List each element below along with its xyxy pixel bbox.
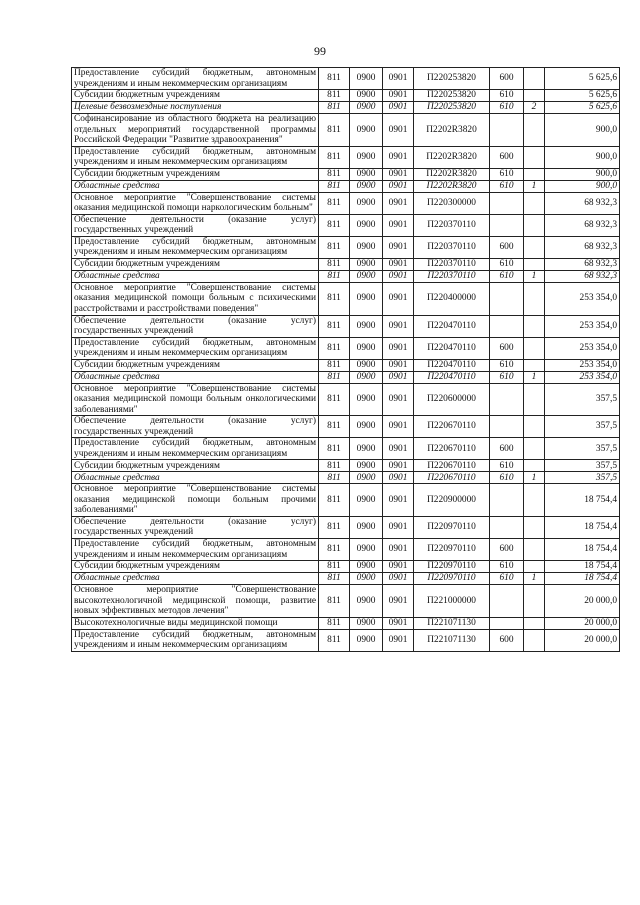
row-name: Субсидии бюджетным учреждениям — [72, 258, 319, 270]
expense-type-code: 610 — [490, 102, 524, 114]
row-name: Областные средства — [72, 371, 319, 383]
amount: 900,0 — [545, 146, 620, 168]
table-row — [72, 68, 620, 90]
amount: 18 754,4 — [545, 573, 620, 585]
section-code: 0900 — [350, 472, 383, 484]
subsection-code: 0901 — [383, 438, 414, 460]
section-code: 0900 — [350, 561, 383, 573]
expense-type-code: 610 — [490, 258, 524, 270]
subsection-code: 0901 — [383, 192, 414, 214]
funding-source-code: 1 — [524, 472, 545, 484]
target-article-code: П220970110 — [414, 561, 490, 573]
section-code: 0900 — [350, 484, 383, 517]
row-name: Основное мероприятие "Совершенствование системы оказания медицинской помощи больным с психическими расстройствами и расстройствами поведения" — [72, 282, 319, 315]
subsection-code: 0901 — [383, 472, 414, 484]
ministry-code: 811 — [319, 438, 350, 460]
amount: 253 354,0 — [545, 337, 620, 359]
funding-source-code: 1 — [524, 180, 545, 192]
ministry-code: 811 — [319, 90, 350, 102]
section-code: 0900 — [350, 192, 383, 214]
ministry-code: 811 — [319, 258, 350, 270]
target-article-code: П220370110 — [414, 236, 490, 258]
expense-type-code: 600 — [490, 438, 524, 460]
amount: 357,5 — [545, 383, 620, 416]
target-article-code: П220670110 — [414, 472, 490, 484]
ministry-code: 811 — [319, 359, 350, 371]
target-article-code: П221071130 — [414, 617, 490, 629]
expense-type-code — [490, 516, 524, 538]
expense-type-code — [490, 484, 524, 517]
row-name: Предоставление субсидий бюджетным, автономным учреждениям и иным некоммерческим организациям — [72, 438, 319, 460]
target-article-code: П221000000 — [414, 585, 490, 618]
table-row — [72, 539, 620, 561]
page-number: 99 — [314, 44, 326, 58]
table-row — [72, 192, 620, 214]
table-row — [72, 371, 620, 383]
amount: 253 354,0 — [545, 282, 620, 315]
funding-source-code — [524, 383, 545, 416]
target-article-code: П220370110 — [414, 270, 490, 282]
expense-type-code: 600 — [490, 68, 524, 90]
ministry-code: 811 — [319, 114, 350, 147]
subsection-code: 0901 — [383, 629, 414, 651]
section-code: 0900 — [350, 168, 383, 180]
target-article-code: П220253820 — [414, 90, 490, 102]
funding-source-code — [524, 315, 545, 337]
expense-type-code: 610 — [490, 270, 524, 282]
row-name: Обеспечение деятельности (оказание услуг) государственных учреждений — [72, 315, 319, 337]
funding-source-code — [524, 629, 545, 651]
table-row — [72, 561, 620, 573]
expense-type-code: 610 — [490, 573, 524, 585]
expense-type-code — [490, 192, 524, 214]
ministry-code: 811 — [319, 282, 350, 315]
section-code: 0900 — [350, 236, 383, 258]
row-name: Целевые безвозмездные поступления — [72, 102, 319, 114]
expense-type-code: 610 — [490, 168, 524, 180]
subsection-code: 0901 — [383, 416, 414, 438]
subsection-code: 0901 — [383, 561, 414, 573]
section-code: 0900 — [350, 359, 383, 371]
funding-source-code — [524, 561, 545, 573]
row-name: Предоставление субсидий бюджетным, автономным учреждениям и иным некоммерческим организациям — [72, 146, 319, 168]
section-code: 0900 — [350, 146, 383, 168]
funding-source-code — [524, 168, 545, 180]
subsection-code: 0901 — [383, 258, 414, 270]
amount: 5 625,6 — [545, 68, 620, 90]
amount: 253 354,0 — [545, 359, 620, 371]
subsection-code: 0901 — [383, 371, 414, 383]
ministry-code: 811 — [319, 214, 350, 236]
table-row — [72, 168, 620, 180]
target-article-code: П220253820 — [414, 102, 490, 114]
amount: 253 354,0 — [545, 371, 620, 383]
funding-source-code — [524, 484, 545, 517]
row-name: Основное мероприятие "Совершенствование высокотехнологичной медицинской помощи, развитие новых эффективных методов лечения" — [72, 585, 319, 618]
expense-type-code — [490, 383, 524, 416]
subsection-code: 0901 — [383, 146, 414, 168]
amount: 68 932,3 — [545, 270, 620, 282]
section-code: 0900 — [350, 114, 383, 147]
ministry-code: 811 — [319, 539, 350, 561]
expense-type-code: 600 — [490, 146, 524, 168]
target-article-code: П220670110 — [414, 438, 490, 460]
ministry-code: 811 — [319, 416, 350, 438]
table-row — [72, 114, 620, 147]
table-row — [72, 484, 620, 517]
target-article-code: П220470110 — [414, 359, 490, 371]
subsection-code: 0901 — [383, 585, 414, 618]
row-name: Субсидии бюджетным учреждениям — [72, 460, 319, 472]
ministry-code: 811 — [319, 371, 350, 383]
row-name: Областные средства — [72, 180, 319, 192]
table-row — [72, 438, 620, 460]
expense-type-code: 600 — [490, 539, 524, 561]
subsection-code: 0901 — [383, 102, 414, 114]
table-row — [72, 585, 620, 618]
ministry-code: 811 — [319, 484, 350, 517]
table-row — [72, 236, 620, 258]
table-row — [72, 315, 620, 337]
expense-type-code: 600 — [490, 629, 524, 651]
section-code: 0900 — [350, 102, 383, 114]
expense-type-code: 610 — [490, 371, 524, 383]
amount: 900,0 — [545, 168, 620, 180]
table-row — [72, 270, 620, 282]
funding-source-code — [524, 516, 545, 538]
subsection-code: 0901 — [383, 180, 414, 192]
subsection-code: 0901 — [383, 282, 414, 315]
funding-source-code — [524, 192, 545, 214]
subsection-code: 0901 — [383, 573, 414, 585]
table-row — [72, 383, 620, 416]
table-row — [72, 102, 620, 114]
section-code: 0900 — [350, 629, 383, 651]
amount: 18 754,4 — [545, 539, 620, 561]
ministry-code: 811 — [319, 585, 350, 618]
subsection-code: 0901 — [383, 617, 414, 629]
section-code: 0900 — [350, 337, 383, 359]
target-article-code: П2202R3820 — [414, 180, 490, 192]
amount: 18 754,4 — [545, 516, 620, 538]
section-code: 0900 — [350, 573, 383, 585]
subsection-code: 0901 — [383, 539, 414, 561]
expense-type-code: 610 — [490, 460, 524, 472]
ministry-code: 811 — [319, 617, 350, 629]
funding-source-code — [524, 438, 545, 460]
section-code: 0900 — [350, 516, 383, 538]
subsection-code: 0901 — [383, 359, 414, 371]
target-article-code: П220600000 — [414, 383, 490, 416]
expense-type-code: 610 — [490, 561, 524, 573]
target-article-code: П220970110 — [414, 539, 490, 561]
target-article-code: П220900000 — [414, 484, 490, 517]
target-article-code: П221071130 — [414, 629, 490, 651]
budget-table — [71, 67, 620, 652]
row-name: Софинансирование из областного бюджета на реализацию отдельных мероприятий государственной программы Российской Федерации "Развитие здравоохранения" — [72, 114, 319, 147]
target-article-code: П220470110 — [414, 315, 490, 337]
amount: 357,5 — [545, 460, 620, 472]
subsection-code: 0901 — [383, 168, 414, 180]
funding-source-code — [524, 114, 545, 147]
expense-type-code — [490, 416, 524, 438]
expense-type-code: 610 — [490, 90, 524, 102]
amount: 5 625,6 — [545, 90, 620, 102]
funding-source-code — [524, 90, 545, 102]
subsection-code: 0901 — [383, 516, 414, 538]
funding-source-code — [524, 68, 545, 90]
amount: 20 000,0 — [545, 617, 620, 629]
section-code: 0900 — [350, 539, 383, 561]
row-name: Основное мероприятие "Совершенствование системы оказания медицинской помощи больным прочими заболеваниями" — [72, 484, 319, 517]
row-name: Субсидии бюджетным учреждениям — [72, 168, 319, 180]
section-code: 0900 — [350, 383, 383, 416]
amount: 18 754,4 — [545, 484, 620, 517]
target-article-code: П220970110 — [414, 573, 490, 585]
ministry-code: 811 — [319, 270, 350, 282]
row-name: Обеспечение деятельности (оказание услуг) государственных учреждений — [72, 516, 319, 538]
section-code: 0900 — [350, 460, 383, 472]
amount: 68 932,3 — [545, 236, 620, 258]
table-row — [72, 617, 620, 629]
funding-source-code — [524, 617, 545, 629]
funding-source-code: 2 — [524, 102, 545, 114]
table-row — [72, 472, 620, 484]
amount: 68 932,3 — [545, 258, 620, 270]
row-name: Областные средства — [72, 270, 319, 282]
amount: 357,5 — [545, 416, 620, 438]
section-code: 0900 — [350, 282, 383, 315]
amount: 68 932,3 — [545, 214, 620, 236]
ministry-code: 811 — [319, 573, 350, 585]
amount: 18 754,4 — [545, 561, 620, 573]
subsection-code: 0901 — [383, 270, 414, 282]
ministry-code: 811 — [319, 180, 350, 192]
ministry-code: 811 — [319, 383, 350, 416]
subsection-code: 0901 — [383, 383, 414, 416]
expense-type-code — [490, 114, 524, 147]
ministry-code: 811 — [319, 460, 350, 472]
target-article-code: П220400000 — [414, 282, 490, 315]
ministry-code: 811 — [319, 315, 350, 337]
subsection-code: 0901 — [383, 90, 414, 102]
funding-source-code — [524, 460, 545, 472]
table-row — [72, 337, 620, 359]
amount: 357,5 — [545, 472, 620, 484]
section-code: 0900 — [350, 90, 383, 102]
funding-source-code — [524, 359, 545, 371]
table-row — [72, 629, 620, 651]
amount: 900,0 — [545, 114, 620, 147]
funding-source-code: 1 — [524, 573, 545, 585]
amount: 900,0 — [545, 180, 620, 192]
expense-type-code — [490, 617, 524, 629]
table-row — [72, 573, 620, 585]
section-code: 0900 — [350, 585, 383, 618]
row-name: Обеспечение деятельности (оказание услуг) государственных учреждений — [72, 214, 319, 236]
target-article-code: П2202R3820 — [414, 146, 490, 168]
section-code: 0900 — [350, 214, 383, 236]
ministry-code: 811 — [319, 236, 350, 258]
subsection-code: 0901 — [383, 214, 414, 236]
target-article-code: П220370110 — [414, 258, 490, 270]
ministry-code: 811 — [319, 629, 350, 651]
funding-source-code: 1 — [524, 371, 545, 383]
ministry-code: 811 — [319, 337, 350, 359]
target-article-code: П220300000 — [414, 192, 490, 214]
section-code: 0900 — [350, 371, 383, 383]
row-name: Предоставление субсидий бюджетным, автономным учреждениям и иным некоммерческим организациям — [72, 68, 319, 90]
section-code: 0900 — [350, 258, 383, 270]
row-name: Предоставление субсидий бюджетным, автономным учреждениям и иным некоммерческим организациям — [72, 539, 319, 561]
row-name: Субсидии бюджетным учреждениям — [72, 90, 319, 102]
target-article-code: П2202R3820 — [414, 168, 490, 180]
table-row — [72, 282, 620, 315]
amount: 5 625,6 — [545, 102, 620, 114]
subsection-code: 0901 — [383, 484, 414, 517]
table-row — [72, 146, 620, 168]
expense-type-code: 610 — [490, 472, 524, 484]
amount: 357,5 — [545, 438, 620, 460]
table-row — [72, 90, 620, 102]
amount: 253 354,0 — [545, 315, 620, 337]
subsection-code: 0901 — [383, 68, 414, 90]
funding-source-code — [524, 337, 545, 359]
expense-type-code: 610 — [490, 359, 524, 371]
expense-type-code — [490, 282, 524, 315]
row-name: Предоставление субсидий бюджетным, автономным учреждениям и иным некоммерческим организациям — [72, 236, 319, 258]
subsection-code: 0901 — [383, 337, 414, 359]
expense-type-code — [490, 214, 524, 236]
expense-type-code: 600 — [490, 236, 524, 258]
target-article-code: П220470110 — [414, 337, 490, 359]
subsection-code: 0901 — [383, 315, 414, 337]
section-code: 0900 — [350, 617, 383, 629]
funding-source-code — [524, 585, 545, 618]
ministry-code: 811 — [319, 516, 350, 538]
ministry-code: 811 — [319, 561, 350, 573]
target-article-code: П220253820 — [414, 68, 490, 90]
ministry-code: 811 — [319, 472, 350, 484]
row-name: Предоставление субсидий бюджетным, автономным учреждениям и иным некоммерческим организациям — [72, 629, 319, 651]
target-article-code: П2202R3820 — [414, 114, 490, 147]
row-name: Субсидии бюджетным учреждениям — [72, 359, 319, 371]
table-row — [72, 258, 620, 270]
row-name: Областные средства — [72, 573, 319, 585]
funding-source-code — [524, 214, 545, 236]
amount: 20 000,0 — [545, 585, 620, 618]
expense-type-code — [490, 315, 524, 337]
target-article-code: П220470110 — [414, 371, 490, 383]
expense-type-code — [490, 585, 524, 618]
amount: 20 000,0 — [545, 629, 620, 651]
target-article-code: П220370110 — [414, 214, 490, 236]
subsection-code: 0901 — [383, 114, 414, 147]
table-row — [72, 516, 620, 538]
funding-source-code — [524, 236, 545, 258]
section-code: 0900 — [350, 180, 383, 192]
funding-source-code — [524, 282, 545, 315]
section-code: 0900 — [350, 68, 383, 90]
row-name: Субсидии бюджетным учреждениям — [72, 561, 319, 573]
funding-source-code — [524, 539, 545, 561]
table-row — [72, 214, 620, 236]
row-name: Областные средства — [72, 472, 319, 484]
subsection-code: 0901 — [383, 236, 414, 258]
table-row — [72, 359, 620, 371]
ministry-code: 811 — [319, 168, 350, 180]
ministry-code: 811 — [319, 102, 350, 114]
row-name: Основное мероприятие "Совершенствование системы оказания медицинской помощи больным онкологическими заболеваниями" — [72, 383, 319, 416]
table-row — [72, 460, 620, 472]
section-code: 0900 — [350, 315, 383, 337]
expense-type-code: 600 — [490, 337, 524, 359]
funding-source-code — [524, 146, 545, 168]
section-code: 0900 — [350, 270, 383, 282]
row-name: Обеспечение деятельности (оказание услуг) государственных учреждений — [72, 416, 319, 438]
section-code: 0900 — [350, 416, 383, 438]
row-name: Основное мероприятие "Совершенствование системы оказания медицинской помощи наркологическим больным" — [72, 192, 319, 214]
expense-type-code: 610 — [490, 180, 524, 192]
target-article-code: П220970110 — [414, 516, 490, 538]
target-article-code: П220670110 — [414, 416, 490, 438]
table-row — [72, 180, 620, 192]
row-name: Предоставление субсидий бюджетным, автономным учреждениям и иным некоммерческим организациям — [72, 337, 319, 359]
ministry-code: 811 — [319, 192, 350, 214]
table-row — [72, 416, 620, 438]
funding-source-code — [524, 416, 545, 438]
ministry-code: 811 — [319, 146, 350, 168]
ministry-code: 811 — [319, 68, 350, 90]
funding-source-code: 1 — [524, 270, 545, 282]
section-code: 0900 — [350, 438, 383, 460]
subsection-code: 0901 — [383, 460, 414, 472]
row-name: Высокотехнологичные виды медицинской помощи — [72, 617, 319, 629]
amount: 68 932,3 — [545, 192, 620, 214]
funding-source-code — [524, 258, 545, 270]
target-article-code: П220670110 — [414, 460, 490, 472]
